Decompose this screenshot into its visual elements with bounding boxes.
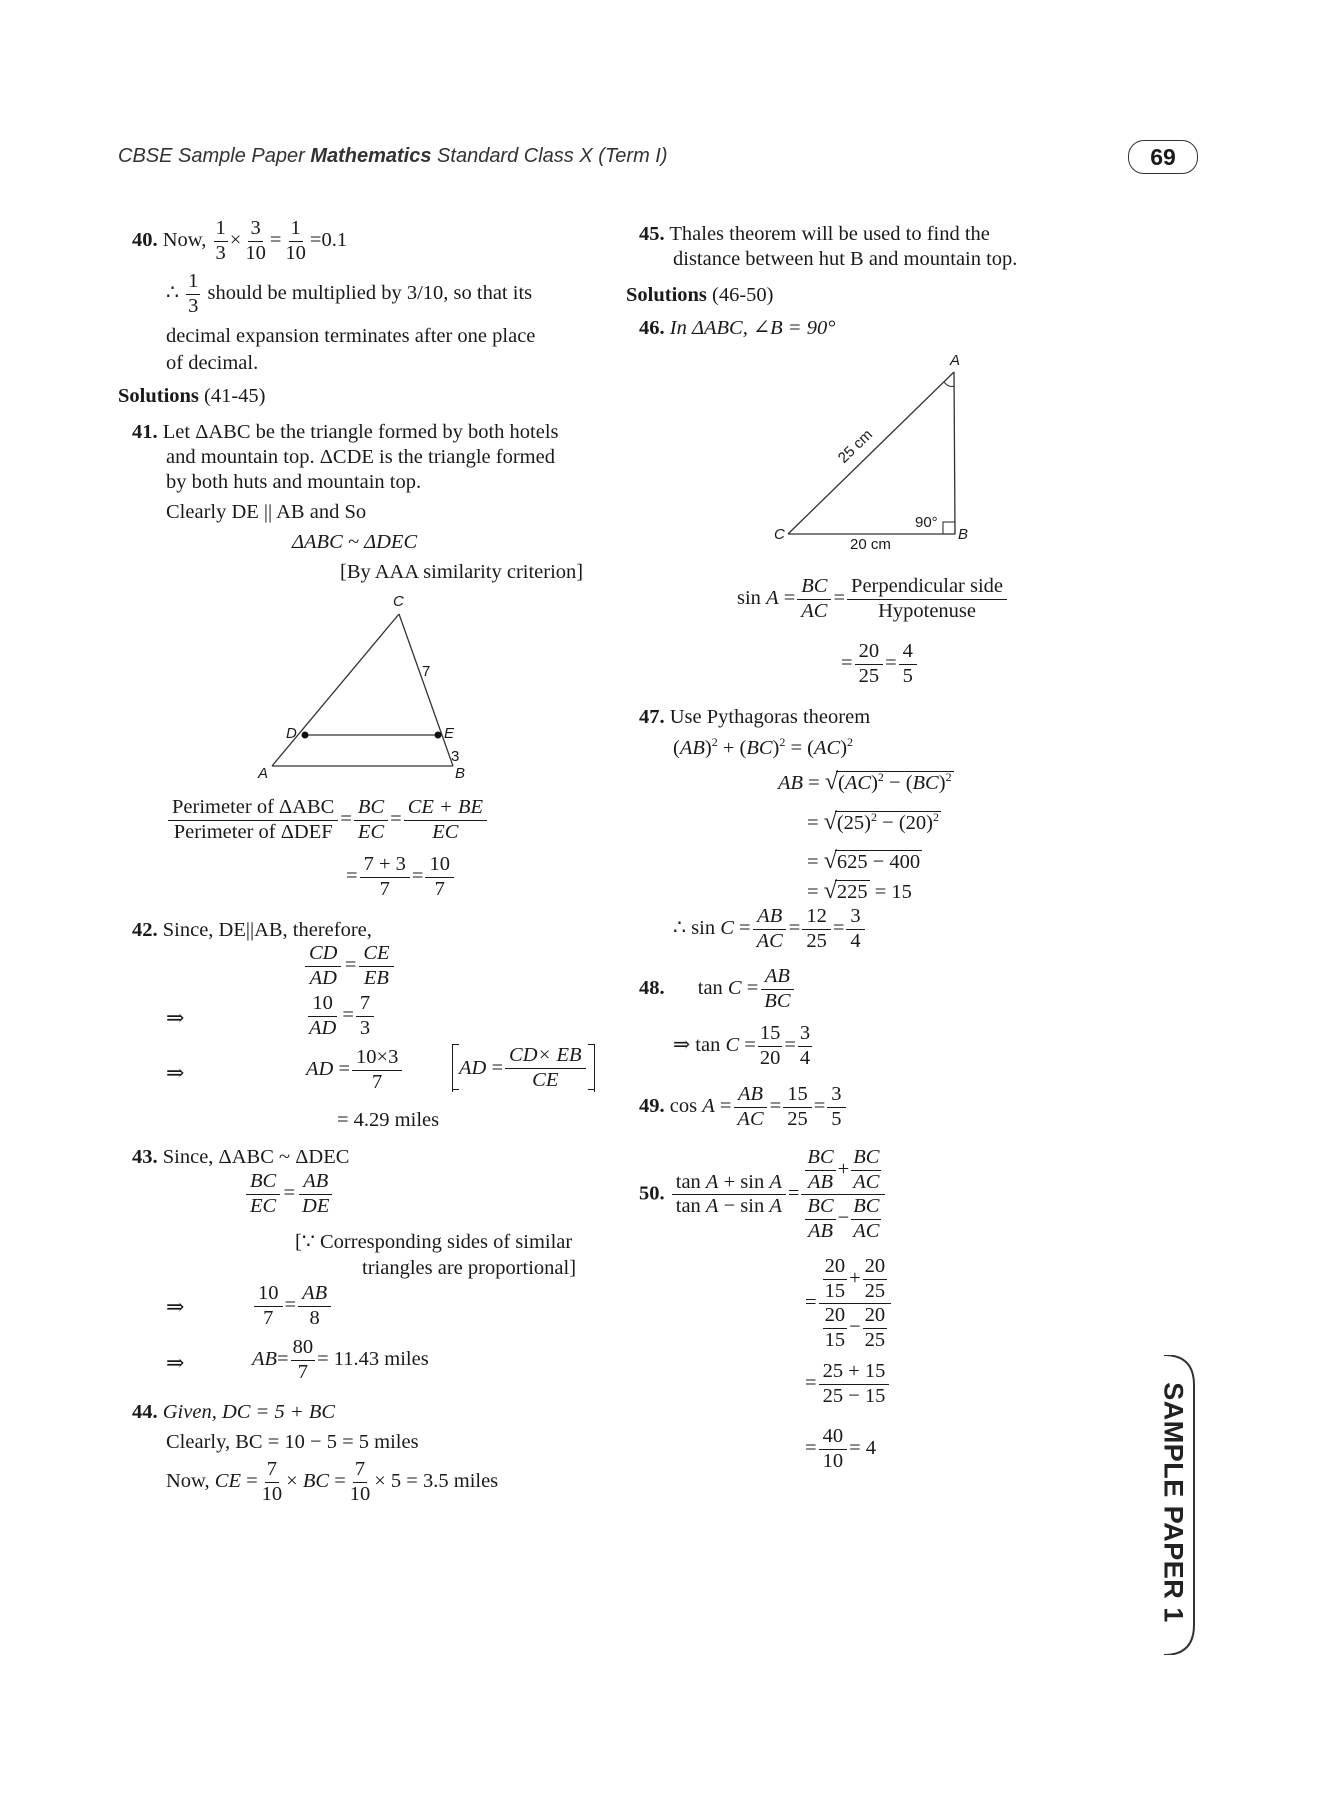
right-triangle-drawing xyxy=(770,350,990,550)
triangle-figure-q41 xyxy=(250,595,480,785)
fraction: $\frac{7}{3}$ xyxy=(356,992,374,1040)
q50-eq4: = $\frac{40}{10}$ = 4 xyxy=(805,1425,876,1472)
label-d: D xyxy=(286,725,297,742)
q44-line1 xyxy=(132,1400,335,1425)
label-e: E xyxy=(444,725,455,742)
q47-eq4: = √625 − 400 xyxy=(807,848,921,874)
q47-eq6: ∴ sin C = $\frac{AB}{AC}$ = $\frac{12}{25}$ = $\frac{3}{4}$ xyxy=(673,905,867,953)
q41-similarity: ΔABC ~ ΔDEC xyxy=(292,531,418,553)
fraction: $\frac{BC}{AC}$ xyxy=(853,1146,880,1193)
fraction: $\frac{20}{15}$ xyxy=(824,1255,846,1302)
q48-number: 48. xyxy=(639,976,665,999)
solutions-label: Solutions xyxy=(626,284,707,306)
side-tab-label: SAMPLE PAPER 1 xyxy=(1158,1382,1189,1623)
q43-result: = 11.43 miles xyxy=(317,1347,429,1370)
fraction: $\frac{15}{20}$ xyxy=(759,1022,781,1069)
q45-line2: distance between hut B and mountain top. xyxy=(673,248,1018,270)
q45-line1 xyxy=(639,222,990,247)
page-number: 69 xyxy=(1128,140,1198,174)
label-hypotenuse: 25 cm xyxy=(834,426,877,467)
compound-fraction: $\frac{BC}{AB}$ + $\frac{BC}{AC}$ $\frac{BC}{AB}$ − $\frac{BC}{AC}$ xyxy=(801,1146,885,1243)
q42-result: = 4.29 miles xyxy=(337,1109,440,1131)
q43-eq3: AB= $\frac{80}{7}$ = 11.43 miles xyxy=(252,1336,429,1383)
q41-line2: and mountain top. ΔCDE is the triangle formed xyxy=(166,446,555,468)
fraction: $\frac{BC}{AC}$ xyxy=(797,575,831,623)
q43-line1 xyxy=(132,1145,349,1170)
q40-line3: decimal expansion terminates after one place xyxy=(166,325,536,347)
fraction: $\frac{AB}{DE}$ xyxy=(298,1170,333,1218)
formula-bracket: AD = CD× EB CE xyxy=(452,1044,595,1092)
solutions-heading-a xyxy=(118,384,266,409)
q45-text1: Thales theorem will be used to find the xyxy=(669,223,990,245)
label-right-angle: 90° xyxy=(915,514,938,531)
label-c: C xyxy=(393,593,404,610)
fraction: $\frac{15}{25}$ xyxy=(783,1083,812,1131)
fraction: $\frac{AB}{8}$ xyxy=(298,1282,331,1330)
implies-arrow: ⇒ xyxy=(166,1350,185,1375)
fraction: $\frac{20}{15}$ xyxy=(824,1304,846,1351)
running-header xyxy=(118,144,668,168)
fraction: $\frac{3}{4}$ xyxy=(799,1022,811,1069)
perimeter-ratio: Perimeter of ΔABC Perimeter of ΔDEF = $\frac{BC}{EC}$ = $\frac{CE + BE}{EC}$ xyxy=(166,796,489,844)
q40-text2: should be multiplied by 3/10, so that its xyxy=(207,281,533,304)
perimeter-den: Perimeter of ΔDEF xyxy=(173,820,333,843)
q46-eq1: sin A = $\frac{BC}{AC}$ = Perpendicular side Hypotenuse xyxy=(737,575,1009,623)
fraction: $\frac{AB}{AC}$ xyxy=(733,1083,767,1131)
implies-arrow: ⇒ xyxy=(166,1005,185,1030)
fraction: $\frac{7 + 3}{7}$ xyxy=(360,853,410,901)
fraction: $\frac{1}{3}$ xyxy=(215,217,226,264)
fraction: $\frac{1}{3}$ xyxy=(188,270,199,317)
q47-eq5: = √225 = 15 xyxy=(807,878,912,904)
fraction: $\frac{12}{25}$ xyxy=(802,905,831,953)
fraction: $\frac{AB}{AC}$ xyxy=(753,905,787,953)
q40-line1: 40. Now, $\frac{1}{3}$ × $\frac{3}{10}$ = $\frac{1}{10}$ =0.1 xyxy=(132,217,348,264)
q50-number: 50. xyxy=(639,1182,665,1205)
fraction: $\frac{AB}{BC}$ xyxy=(760,965,794,1013)
q43-text1: Since, ΔABC ~ ΔDEC xyxy=(162,1146,350,1168)
fraction: $\frac{25 + 15}{25 - 15}$ xyxy=(819,1360,890,1408)
q45-number: 45. xyxy=(639,223,665,245)
label-b: B xyxy=(455,765,466,782)
fraction: $\frac{1}{10}$ xyxy=(285,217,306,264)
fraction: $\frac{7}{10}$ xyxy=(349,1458,371,1505)
q42-eq1: $\frac{CD}{AD}$ = $\frac{CE}{EB}$ xyxy=(303,942,396,990)
compound-fraction: $\frac{20}{15}$ + $\frac{20}{25}$ $\frac{20}{15}$ − $\frac{20}{25}$ xyxy=(819,1255,892,1352)
q42-line1 xyxy=(132,918,372,943)
fraction: $\frac{3}{4}$ xyxy=(846,905,864,953)
q47-eq2: AB = √(AC)$^2$ − (BC)$^2$ xyxy=(778,769,952,795)
q42-number: 42. xyxy=(132,919,158,941)
q43-eq2: $\frac{10}{7}$ = $\frac{AB}{8}$ xyxy=(252,1282,333,1330)
fraction: $\frac{BC}{AB}$ xyxy=(807,1195,834,1242)
perimeter-num: Perimeter of ΔABC xyxy=(168,796,338,821)
q42-text1: Since, DE||AB, therefore, xyxy=(162,919,372,941)
q48-line1: 48. tan C = $\frac{AB}{BC}$ xyxy=(639,965,797,1013)
solutions-range: (46-50) xyxy=(712,284,774,306)
fraction: $\frac{BC}{AC}$ xyxy=(853,1195,880,1242)
q42-bracket xyxy=(452,1044,595,1092)
q43-reason1: [∵ Corresponding sides of similar xyxy=(295,1231,573,1253)
perpendicular-label: Perpendicular side xyxy=(847,575,1007,600)
q50-eq3: = $\frac{25 + 15}{25 - 15}$ xyxy=(805,1360,891,1408)
q44-number: 44. xyxy=(132,1401,158,1423)
q48-eq2: ⇒ tan C = $\frac{15}{20}$ = $\frac{3}{4}$ xyxy=(673,1022,811,1069)
fraction: $\frac{10}{7}$ xyxy=(425,853,454,901)
triangle-drawing xyxy=(250,595,480,785)
q40-lead: Now, xyxy=(162,228,207,251)
label-a: A xyxy=(258,765,269,782)
implies-arrow: ⇒ xyxy=(166,1294,185,1319)
fraction: $\frac{4}{5}$ xyxy=(899,640,917,688)
header-suffix: Standard Class X (Term I) xyxy=(437,145,668,167)
fraction: $\frac{40}{10}$ xyxy=(819,1425,848,1473)
solutions-range: (41-45) xyxy=(204,385,266,407)
q43-eq1: $\frac{BC}{EC}$ = $\frac{AB}{DE}$ xyxy=(244,1170,335,1218)
q50-line1: 50. $\frac{\text{tan A + sin A}}{\text{tan A − sin A}}$ = $\frac{BC}{AB}$ + $\frac{BC}{AC}$ $\frac{BC}{AB}$ − $\frac{BC}{AC}$ xyxy=(639,1146,887,1243)
label-base: 20 cm xyxy=(850,536,891,553)
q47-line1 xyxy=(639,705,870,730)
q42-eq3: AD = $\frac{10\times 3}{7}$ xyxy=(306,1046,404,1094)
fraction: $\frac{\text{tan A + sin A}}{\text{tan A − sin A}}$ xyxy=(672,1171,786,1219)
fraction: $\frac{3}{10}$ xyxy=(245,217,266,264)
fraction: $\frac{7}{10}$ xyxy=(261,1458,283,1505)
q44-line3: Now, CE = $\frac{7}{10}$ × BC = $\frac{7}{10}$ × 5 = 3.5 miles xyxy=(166,1458,499,1505)
side-tab xyxy=(1150,1355,1200,1655)
hypotenuse-label: Hypotenuse xyxy=(878,599,977,622)
q43-reason2: triangles are proportional] xyxy=(362,1257,577,1279)
label-ce-length: 7 xyxy=(422,663,431,680)
fraction: $\frac{10}{AD}$ xyxy=(309,992,337,1039)
solutions-label: Solutions xyxy=(118,385,199,407)
fraction: $\frac{CE}{EB}$ xyxy=(359,942,393,990)
q50-eq2: = $\frac{20}{15}$ + $\frac{20}{25}$ $\frac{20}{15}$ − $\frac{20}{25}$ xyxy=(805,1255,893,1352)
q40-line2: ∴ $\frac{1}{3}$ should be multiplied by 3/10, so that its xyxy=(166,270,533,317)
label-a: A xyxy=(950,352,961,369)
q44-result: × 5 = 3.5 miles xyxy=(374,1469,499,1492)
q41-number: 41. xyxy=(132,421,158,443)
fraction: $\frac{BC}{AB}$ xyxy=(807,1146,834,1193)
fraction: $\frac{3}{5}$ xyxy=(827,1083,845,1131)
q41-criterion: [By AAA similarity criterion] xyxy=(340,561,584,583)
fraction: $\frac{BC}{EC}$ xyxy=(246,1170,280,1218)
q46-line1 xyxy=(639,316,835,341)
fraction: $\frac{20}{25}$ xyxy=(864,1304,886,1351)
fraction: $\frac{BC}{EC}$ xyxy=(354,796,388,844)
q44-text1: Given, DC = 5 + BC xyxy=(162,1401,336,1423)
q44-lead: Now, xyxy=(166,1469,210,1492)
q49-number: 49. xyxy=(639,1094,665,1117)
q40-number: 40. xyxy=(132,228,158,251)
header-prefix: CBSE Sample Paper xyxy=(118,145,305,167)
q44-line2: Clearly, BC = 10 − 5 = 5 miles xyxy=(166,1431,419,1453)
q46-number: 46. xyxy=(639,317,665,339)
q42-eq2: $\frac{10}{AD}$ = $\frac{7}{3}$ xyxy=(303,992,376,1040)
q47-number: 47. xyxy=(639,706,665,728)
fraction: $\frac{80}{7}$ xyxy=(292,1336,314,1383)
fraction: $\frac{20}{25}$ xyxy=(855,640,884,688)
header-subject: Mathematics xyxy=(310,145,432,167)
implies-arrow: ⇒ xyxy=(166,1060,185,1085)
q47-eq3: = $√(25)^2 - (20)^2$ xyxy=(807,809,939,835)
q47-text1: Use Pythagoras theorem xyxy=(669,706,871,728)
right-triangle-figure-q46 xyxy=(770,350,990,553)
label-b: B xyxy=(958,526,969,543)
q41-line1 xyxy=(132,420,559,445)
label-eb-length: 3 xyxy=(451,748,460,765)
fraction: $\frac{CD}{AD}$ xyxy=(305,942,341,990)
fraction xyxy=(847,575,1007,623)
q47-eq1: (AB)$^2$ + (BC)$^2$ = (AC)$^2$ xyxy=(673,735,854,759)
q40-line4: of decimal. xyxy=(166,352,259,374)
q46-eq2: = $\frac{20}{25}$ = $\frac{4}{5}$ xyxy=(841,640,919,688)
fraction: $\frac{CE + BE}{EC}$ xyxy=(404,796,487,844)
solutions-heading-b xyxy=(626,283,774,308)
fraction: $\frac{10}{7}$ xyxy=(254,1282,283,1330)
q41-line3: by both huts and mountain top. xyxy=(166,471,422,493)
q41-line4: Clearly DE || AB and So xyxy=(166,501,367,523)
q43-number: 43. xyxy=(132,1146,158,1168)
fraction: $\frac{10\times 3}{7}$ xyxy=(352,1046,402,1094)
label-c: C xyxy=(774,526,785,543)
fraction xyxy=(168,796,338,844)
fraction: CD× EB CE xyxy=(505,1044,585,1092)
q46-text1: In ΔABC, ∠B = 90° xyxy=(669,317,836,339)
fraction: $\frac{20}{25}$ xyxy=(864,1255,886,1302)
q49-line1: 49. cos A = $\frac{AB}{AC}$ = $\frac{15}{25}$ = $\frac{3}{5}$ xyxy=(639,1083,848,1131)
q41-text1: Let ΔABC be the triangle formed by both hotels xyxy=(162,421,559,443)
perimeter-value: = $\frac{7 + 3}{7}$ = $\frac{10}{7}$ xyxy=(346,853,456,901)
